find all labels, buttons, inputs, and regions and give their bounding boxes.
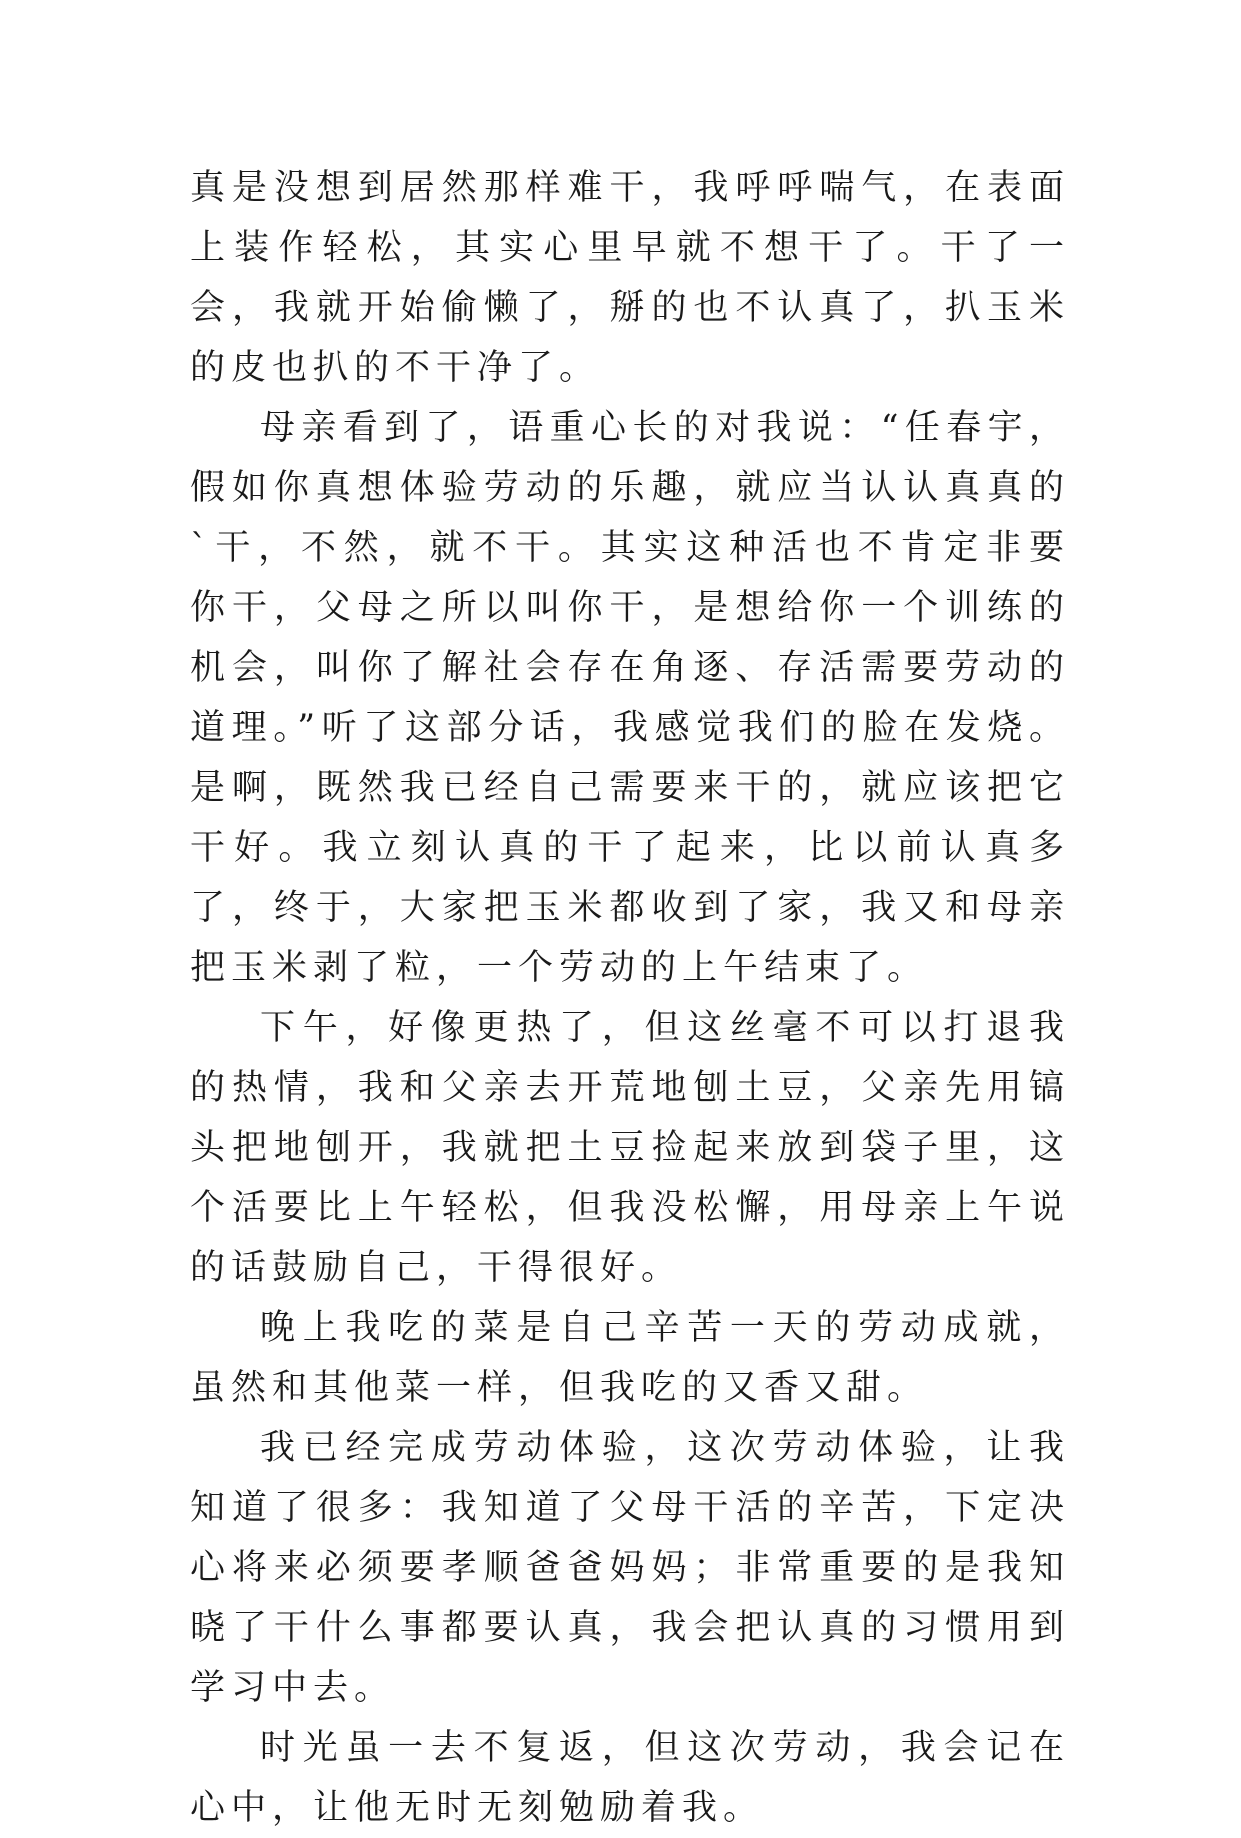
body-text — [190, 158, 1070, 1838]
paragraph-6: 时光虽一去不复返，但这次劳动，我会记在心中，让他无时无刻勉励着我。 — [190, 1728, 1070, 1828]
paragraph-4: 晚上我吃的菜是自己辛苦一天的劳动成就，虽然和其他菜一样，但我吃的又香又甜。 — [190, 1308, 1070, 1408]
paragraph-3: 下午，好像更热了，但这丝毫不可以打退我的热情，我和父亲去开荒地刨土豆，父亲先用镐头把地刨开，我就把土豆捡起来放到袋子里，这个活要比上午轻松，但我没松懈，用母亲上午说的话鼓励自己，干得很好。 — [190, 1008, 1070, 1288]
paragraph-1: 真是没想到居然那样难干，我呼呼喘气，在表面上装作轻松，其实心里早就不想干了。干了一会，我就开始偷懒了，掰的也不认真了，扒玉米的皮也扒的不干净了。 — [190, 168, 1070, 388]
paragraph-2: 母亲看到了，语重心长的对我说：“任春宇，假如你真想体验劳动的乐趣，就应当认认真真的`干，不然，就不干。其实这种活也不肯定非要你干，父母之所以叫你干，是想给你一个训练的机会，叫你了解社会存在角逐、存活需要劳动的道理。”听了这部分话，我感觉我们的脸在发烧。是啊，既然我已经自己需要来干的，就应该把它干好。我立刻认真的干了起来，比以前认真多了，终于，大家把玉米都收到了家，我又和母亲把玉米剥了粒，一个劳动的上午结束了。 — [190, 408, 1070, 988]
paragraph-5: 我已经完成劳动体验，这次劳动体验，让我知道了很多：我知道了父母干活的辛苦，下定决心将来必须要孝顺爸爸妈妈；非常重要的是我知晓了干什么事都要认真，我会把认真的习惯用到学习中去。 — [190, 1428, 1070, 1708]
